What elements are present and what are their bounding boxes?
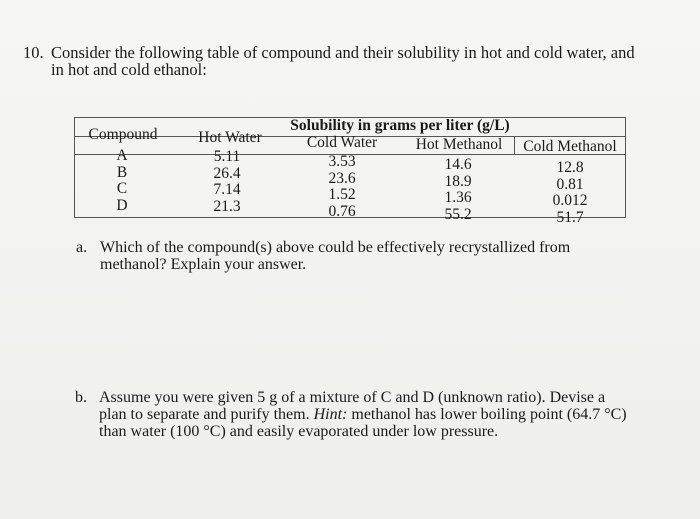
hot-water-column <box>202 149 252 215</box>
header-hot-water: Hot Water <box>198 129 262 146</box>
question-text-line1: Consider the following table of compound and their solubility in hot and cold water, and <box>51 43 635 62</box>
part-b-line2-pre: plan to separate and purify them. <box>99 406 314 423</box>
part-a-line2: methanol? Explain your answer. <box>100 256 307 273</box>
solubility-table <box>74 117 626 226</box>
cold-water-column <box>314 154 370 220</box>
part-b-line1: Assume you were given 5 g of a mixture of C and D (unknown ratio). Devise a <box>99 389 606 406</box>
hot-methanol-C: 1.36 <box>444 189 472 206</box>
header-cold-methanol: Cold Methanol <box>523 138 617 155</box>
compound-D: D <box>116 196 128 214</box>
part-b-hint-label: Hint: <box>313 406 348 423</box>
part-b-line3: than water (100 °C) and easily evaporated under low pressure. <box>99 423 499 440</box>
header-compound: Compound <box>88 126 158 143</box>
hot-water-D: 21.3 <box>213 197 241 215</box>
table-right-border <box>625 117 626 218</box>
group-header: Solubility in grams per liter (g/L) <box>290 117 510 134</box>
hot-methanol-A: 14.6 <box>444 156 472 173</box>
compound-C: C <box>116 180 128 197</box>
hot-water-C: 7.14 <box>213 181 241 198</box>
part-b-label: b. <box>75 389 87 406</box>
hot-methanol-B: 18.9 <box>444 172 472 190</box>
cold-methanol-column <box>540 160 600 226</box>
compound-B: B <box>116 163 128 181</box>
header-cold-water: Cold Water <box>306 134 378 151</box>
cold-methanol-C: 0.012 <box>552 192 588 209</box>
header-hot-methanol: Hot Methanol <box>415 136 503 153</box>
part-a-label: a. <box>76 239 88 256</box>
compound-column <box>94 148 150 214</box>
cold-water-A: 3.53 <box>328 153 356 170</box>
question-number: 10. <box>23 43 44 62</box>
part-b-line2 <box>99 406 627 423</box>
question-text-line2: in hot and cold ethanol: <box>51 60 207 79</box>
col-divider <box>514 136 515 155</box>
table-left-border <box>74 117 75 218</box>
cold-methanol-D: 51.7 <box>556 208 584 226</box>
part-a-line1: Which of the compound(s) above could be effectively recrystallized from <box>100 239 571 256</box>
part-b-line2-post: methanol has lower boiling point (64.7 °C) <box>347 406 627 423</box>
cold-methanol-A: 12.8 <box>556 159 584 176</box>
cold-methanol-B: 0.81 <box>556 175 584 193</box>
hot-water-B: 26.4 <box>213 164 241 182</box>
hot-water-A: 5.11 <box>213 148 241 165</box>
hot-methanol-column <box>430 157 486 223</box>
cold-water-C: 1.52 <box>328 186 356 203</box>
cold-water-D: 0.76 <box>328 202 356 220</box>
compound-A: A <box>116 147 128 164</box>
cold-water-B: 23.6 <box>328 169 356 187</box>
hot-methanol-D: 55.2 <box>444 205 472 223</box>
